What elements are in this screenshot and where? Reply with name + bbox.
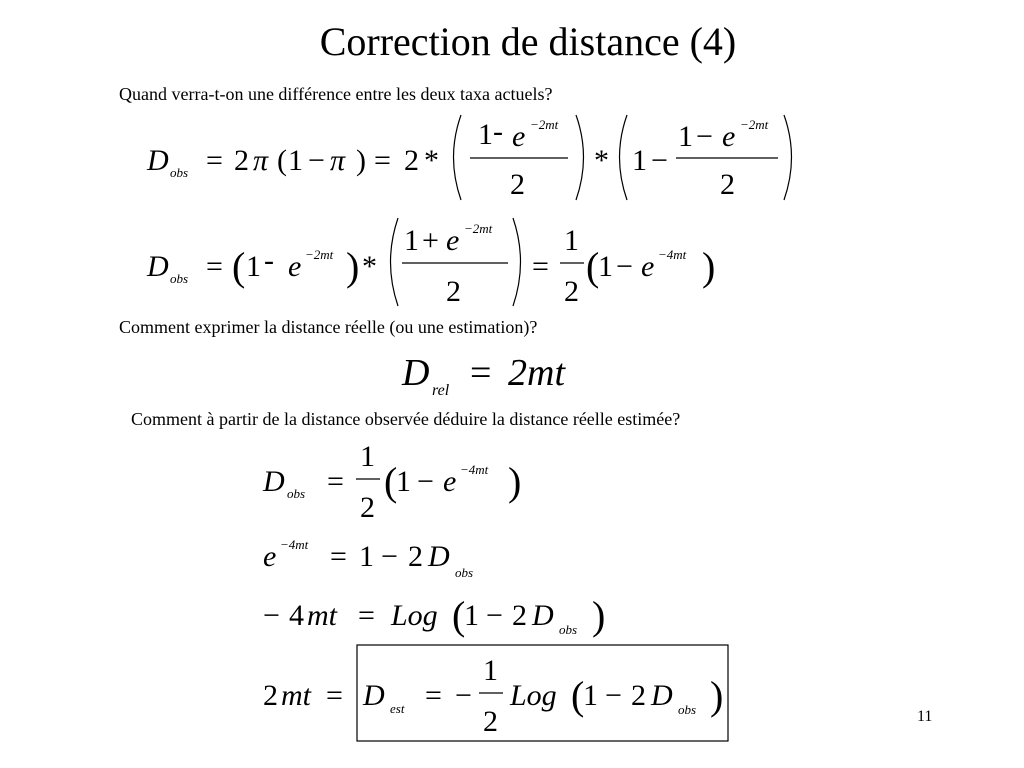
- eq5-equals: =: [330, 540, 347, 573]
- eq2-star: *: [362, 250, 377, 283]
- eq1-one-2: 1: [632, 144, 647, 177]
- eq1-one: 1: [288, 144, 303, 177]
- eq6-four: 4: [289, 599, 304, 632]
- eq7-D-2: D: [651, 679, 673, 712]
- eq7-minus-1: −: [455, 679, 472, 712]
- eq4-e: e: [443, 465, 457, 498]
- eq1-frac1-den: 2: [510, 168, 525, 201]
- eq1-pi-2: π: [330, 144, 346, 177]
- eq1-frac1-hyph: -: [493, 115, 503, 148]
- eq1-frac2-e: e: [722, 120, 736, 153]
- eq5-exp: −4mt: [280, 537, 309, 552]
- eq1-frac2-one: 1: [678, 120, 693, 153]
- eq2-frac-den: 2: [446, 275, 461, 308]
- eq1-minus-2: −: [651, 144, 668, 177]
- slide-title: Correction de distance (4): [319, 19, 737, 64]
- eq7-two-2: 2: [631, 679, 646, 712]
- eq5-minus: −: [381, 540, 398, 573]
- eq6-one: 1: [464, 599, 479, 632]
- eq7-lparen: (: [571, 673, 585, 718]
- question-1: Quand verra-t-on une différence entre les deux taxa actuels?: [119, 84, 553, 104]
- eq3-equals: =: [470, 352, 492, 394]
- eq7-half-den: 2: [483, 705, 498, 738]
- eq2-frac-one: 1: [404, 224, 419, 257]
- eq7-sub-obs: obs: [678, 702, 697, 717]
- eq7-half-num: 1: [483, 654, 498, 687]
- eq6-log: Log: [391, 599, 438, 632]
- eq3-rhs: 2mt: [508, 352, 565, 394]
- eq6-rparen: ): [592, 593, 606, 638]
- eq4-lparen: (: [384, 459, 398, 504]
- eq1-equals-1: =: [206, 144, 223, 177]
- eq7-D: D: [363, 679, 385, 712]
- eq7-equals-2: =: [425, 679, 442, 712]
- eq2-hyph: -: [264, 244, 274, 277]
- eq2-e-1: e: [288, 250, 302, 283]
- eq1-frac2-exp: −2mt: [740, 117, 769, 132]
- eq7-sub-est: est: [390, 701, 405, 716]
- eq7-two: 2: [263, 679, 278, 712]
- eq1-frac1-e: e: [512, 120, 526, 153]
- eq6-minus-2: −: [486, 599, 503, 632]
- eq2-lparen-1: (: [232, 244, 246, 289]
- eq1-two: 2: [234, 144, 249, 177]
- eq4-one: 1: [396, 465, 411, 498]
- eq6-sub-obs: obs: [559, 622, 578, 637]
- eq6-minus-1: −: [263, 599, 280, 632]
- eq6-mt: mt: [307, 599, 337, 632]
- eq1-D: D: [147, 144, 169, 177]
- eq2-one-1: 1: [246, 250, 261, 283]
- eq1-star-1: *: [424, 144, 439, 177]
- eq2-rparen-2: ): [702, 244, 716, 289]
- eq1-sub-obs: obs: [170, 165, 189, 180]
- eq6-lparen: (: [452, 593, 466, 638]
- eq1-rparen: ): [356, 144, 366, 177]
- eq3-D: D: [402, 352, 430, 394]
- eq2-lparen-2: (: [586, 244, 600, 289]
- eq1-frac2-den: 2: [720, 168, 735, 201]
- eq5-D: D: [428, 540, 450, 573]
- eq7-mt: mt: [281, 679, 311, 712]
- eq4-half-den: 2: [360, 491, 375, 524]
- eq1-equals-2: =: [374, 144, 391, 177]
- eq7-log: Log: [510, 679, 557, 712]
- eq6-equals: =: [358, 599, 375, 632]
- eq4-D: D: [263, 465, 285, 498]
- eq2-equals-1: =: [206, 250, 223, 283]
- eq5-two: 2: [408, 540, 423, 573]
- question-3: Comment à partir de la distance observée déduire la distance réelle estimée?: [131, 409, 681, 429]
- eq7-minus-2: −: [605, 679, 622, 712]
- eq7-equals-1: =: [326, 679, 343, 712]
- eq1-two-2: 2: [404, 144, 419, 177]
- eq3-sub-rel: rel: [432, 382, 450, 399]
- eq1-frac2-minus: −: [696, 120, 713, 153]
- eq2-frac-plus: +: [422, 224, 439, 257]
- eq4-minus: −: [417, 465, 434, 498]
- eq1-star-2: *: [594, 144, 609, 177]
- eq7-one: 1: [583, 679, 598, 712]
- eq2-exp-1: −2mt: [305, 247, 334, 262]
- eq2-D: D: [147, 250, 169, 283]
- eq4-rparen: ): [508, 459, 522, 504]
- eq2-equals-2: =: [532, 250, 549, 283]
- eq1-minus: −: [308, 144, 325, 177]
- eq1-frac1-one: 1: [478, 118, 493, 151]
- eq6-D: D: [532, 599, 554, 632]
- eq2-exp-2: −4mt: [658, 247, 687, 262]
- eq2-sub-obs: obs: [170, 271, 189, 286]
- eq4-exp: −4mt: [460, 462, 489, 477]
- eq2-e-2: e: [641, 250, 655, 283]
- eq2-rparen-1: ): [346, 244, 360, 289]
- question-2: Comment exprimer la distance réelle (ou une estimation)?: [119, 317, 538, 337]
- eq2-frac-exp: −2mt: [464, 221, 493, 236]
- eq2-minus: −: [616, 250, 633, 283]
- eq2-half-num: 1: [564, 224, 579, 257]
- eq4-equals: =: [327, 465, 344, 498]
- eq4-sub-obs: obs: [287, 486, 306, 501]
- eq1-frac1-exp: −2mt: [530, 117, 559, 132]
- eq4-half-num: 1: [360, 440, 375, 473]
- eq1-lparen: (: [277, 144, 287, 177]
- eq5-e: e: [263, 540, 277, 573]
- eq2-half-den: 2: [564, 275, 579, 308]
- eq5-sub-obs: obs: [455, 565, 474, 580]
- eq1-pi-1: π: [253, 144, 269, 177]
- eq7-rparen: ): [710, 673, 724, 718]
- eq6-two: 2: [512, 599, 527, 632]
- eq2-one-2: 1: [598, 250, 613, 283]
- page-number: 11: [917, 708, 933, 725]
- eq2-frac-e: e: [446, 224, 460, 257]
- eq5-one: 1: [359, 540, 374, 573]
